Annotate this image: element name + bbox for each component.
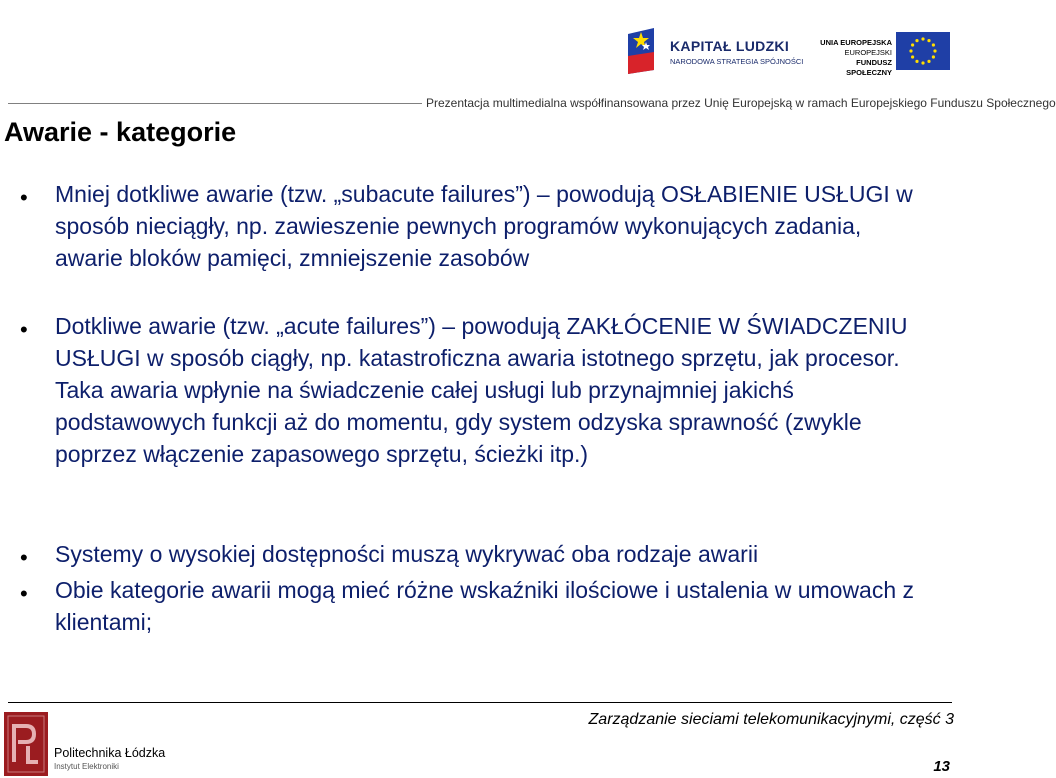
politechnika-emblem-icon <box>4 712 48 776</box>
politechnika-name: Politechnika Łódzka <box>54 746 166 760</box>
eu-line-3: FUNDUSZ SPOŁECZNY <box>846 58 892 77</box>
bullet-text: Dotkliwe awarie (tzw. „acute failures”) – powodują ZAKŁÓCENIE W ŚWIADCZENIU USŁUGI w sposób ciągły, np. katastroficzna awaria istotnego sprzętu, jak procesor. Taka awaria wpłynie na świadczenie całej usługi lub przynajmniej jakichś podstawowych funkcji aż do momentu, gdy system odzyska sprawność (zwykle poprzez włączenie zapasowego sprzętu, ścieżki itp.) <box>55 313 908 467</box>
eu-line-2: EUROPEJSKI <box>844 48 892 57</box>
footer-course-title: Zarządzanie sieciami telekomunikacyjnymi, część 3 <box>588 711 954 728</box>
footer-divider <box>8 702 952 703</box>
header-caption: Prezentacja multimedialna współfinansowana przez Unię Europejską w ramach Europejskiego Funduszu Społecznego <box>422 96 958 110</box>
kapital-ludzki-flag-icon <box>626 26 656 76</box>
page-number: 13 <box>933 758 950 775</box>
slide-title: Awarie - kategorie <box>4 117 237 147</box>
eu-line-1: UNIA EUROPEJSKA <box>820 38 892 47</box>
bullet-text: Obie kategorie awarii mogą mieć różne wskaźniki ilościowe i ustalenia w umowach z klientami; <box>55 577 915 635</box>
bullet-dot-icon: • <box>20 581 28 606</box>
kapital-ludzki-title: KAPITAŁ LUDZKI <box>670 38 790 54</box>
bullet-text: Systemy o wysokiej dostępności muszą wykrywać oba rodzaje awarii <box>55 541 759 567</box>
kapital-ludzki-subtitle: NARODOWA STRATEGIA SPÓJNOŚCI <box>670 57 804 66</box>
bullet-dot-icon: • <box>20 317 28 342</box>
bullet-dot-icon: • <box>20 545 28 570</box>
eu-text <box>818 38 892 78</box>
institute-name: Instytut Elektroniki <box>54 762 119 771</box>
eu-logo <box>818 32 954 76</box>
kapital-ludzki-logo <box>626 24 804 80</box>
politechnika-logo <box>4 712 164 776</box>
bullet-text: Mniej dotkliwe awarie (tzw. „subacute failures”) – powodują OSŁABIENIE USŁUGI w sposób nieciągły, np. zawieszenie pewnych programów wykonujących zadania, awarie bloków pamięci, zmniejszenie zasobów <box>55 181 913 271</box>
eu-flag-icon <box>896 32 950 70</box>
bullet-dot-icon: • <box>20 185 28 210</box>
